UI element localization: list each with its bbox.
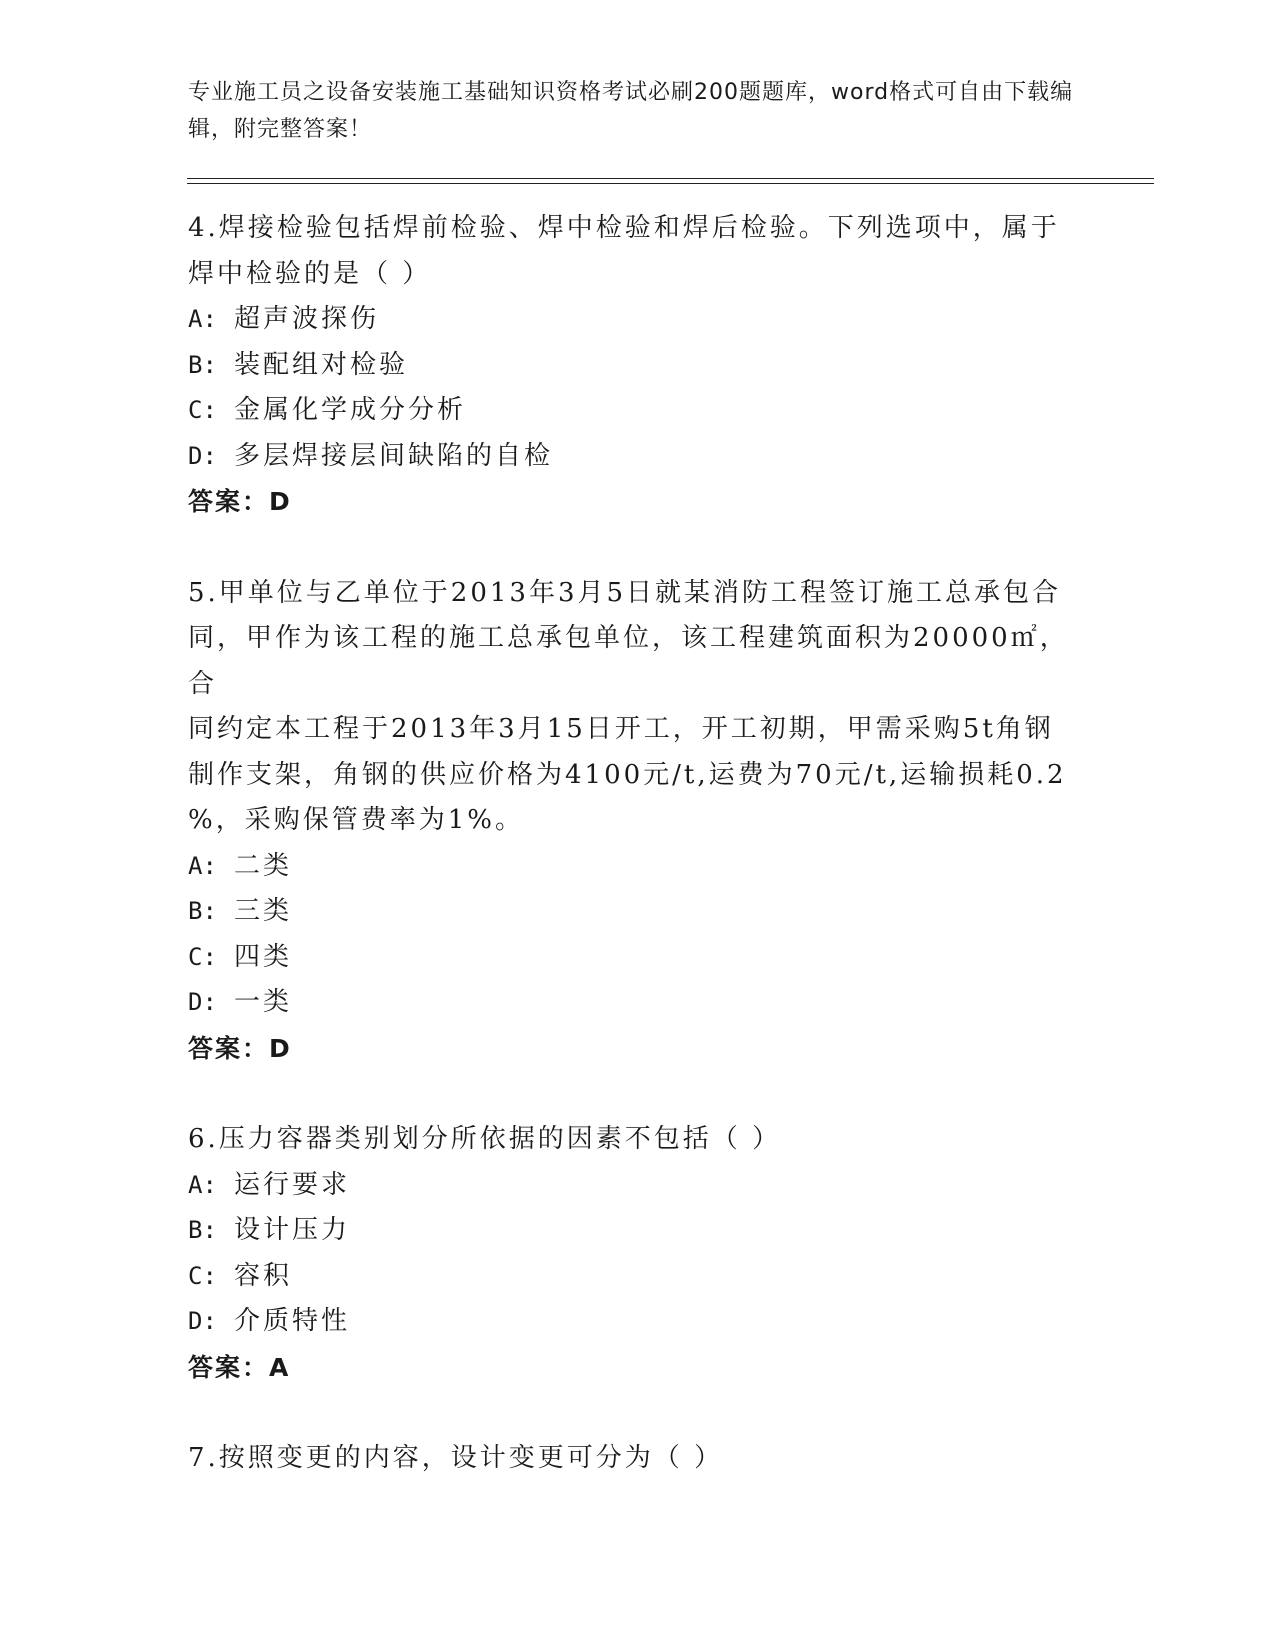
question-stem-line: %，采购保管费率为1%。 bbox=[188, 805, 524, 835]
option-text: 一类 bbox=[234, 987, 293, 1017]
question-stem-line: 同，甲作为该工程的施工总承包单位，该工程建筑面积为20000㎡，合 bbox=[188, 623, 1069, 699]
option-letter: D: bbox=[188, 1307, 217, 1335]
spacer bbox=[188, 1071, 1088, 1117]
question-stem-line: 7.按照变更的内容，设计变更可分为（ ） bbox=[188, 1443, 724, 1473]
question-stem-line: 5.甲单位与乙单位于2013年3月5日就某消防工程签订施工总承包合 bbox=[188, 577, 1062, 608]
option-letter: A: bbox=[188, 851, 217, 880]
option-text: 容积 bbox=[234, 1260, 293, 1291]
option-letter: A: bbox=[188, 1170, 217, 1199]
option-text: 三类 bbox=[234, 896, 293, 926]
option-letter: B: bbox=[188, 350, 217, 379]
option-text: 设计压力 bbox=[234, 1215, 351, 1245]
option-d bbox=[188, 1299, 1088, 1345]
header-divider-top bbox=[187, 178, 1154, 179]
option-letter: D: bbox=[188, 988, 217, 1016]
option-letter: C: bbox=[188, 396, 217, 424]
option-letter: C: bbox=[188, 942, 217, 971]
option-text: 多层焊接层间缺陷的自检 bbox=[234, 440, 554, 471]
question-stem-line: 焊中检验的是（ ） bbox=[188, 258, 432, 289]
answer-line: 答案：D bbox=[188, 1033, 292, 1063]
question-7 bbox=[188, 1436, 1088, 1482]
option-d bbox=[188, 980, 1088, 1026]
question-list bbox=[188, 206, 1088, 1482]
option-letter: B: bbox=[188, 897, 217, 925]
question-stem-line: 6.压力容器类别划分所依据的因素不包括（ ） bbox=[188, 1124, 782, 1154]
option-text: 介质特性 bbox=[234, 1306, 351, 1336]
option-text: 装配组对检验 bbox=[234, 349, 409, 380]
option-b bbox=[188, 343, 1088, 389]
option-letter: C: bbox=[188, 1261, 217, 1290]
spacer bbox=[188, 1390, 1088, 1436]
option-a bbox=[188, 297, 1088, 343]
question-5 bbox=[188, 571, 1088, 1072]
option-text: 金属化学成分分析 bbox=[234, 395, 467, 425]
question-6 bbox=[188, 1117, 1088, 1390]
option-text: 二类 bbox=[234, 850, 293, 881]
option-text: 超声波探伤 bbox=[234, 304, 380, 334]
option-b bbox=[188, 1208, 1088, 1254]
header-divider-bottom bbox=[187, 183, 1154, 184]
option-letter: A: bbox=[188, 305, 217, 333]
option-c bbox=[188, 388, 1088, 434]
question-stem-line: 制作支架，角钢的供应价格为4100元/t,运费为70元/t,运输损耗0.2 bbox=[188, 759, 1067, 790]
document-title: 专业施工员之设备安装施工基础知识资格考试必刷200题题库，word格式可自由下载编辑，附完整答案！ bbox=[188, 80, 1074, 142]
option-a bbox=[188, 1163, 1088, 1209]
option-text: 四类 bbox=[234, 941, 293, 972]
question-4 bbox=[188, 206, 1088, 525]
option-c bbox=[188, 935, 1088, 981]
option-c bbox=[188, 1254, 1088, 1300]
option-d bbox=[188, 434, 1088, 480]
answer-line: 答案：A bbox=[188, 1352, 291, 1382]
question-stem-line: 4.焊接检验包括焊前检验、焊中检验和焊后检验。下列选项中，属于 bbox=[188, 213, 1060, 243]
answer-line: 答案：D bbox=[188, 487, 292, 516]
option-letter: D: bbox=[188, 441, 217, 470]
question-stem-line: 同约定本工程于2013年3月15日开工，开工初期，甲需采购5t角钢 bbox=[188, 714, 1054, 744]
option-b bbox=[188, 889, 1088, 935]
option-text: 运行要求 bbox=[234, 1169, 351, 1200]
spacer bbox=[188, 525, 1088, 571]
option-letter: B: bbox=[188, 1216, 217, 1244]
option-a bbox=[188, 844, 1088, 890]
